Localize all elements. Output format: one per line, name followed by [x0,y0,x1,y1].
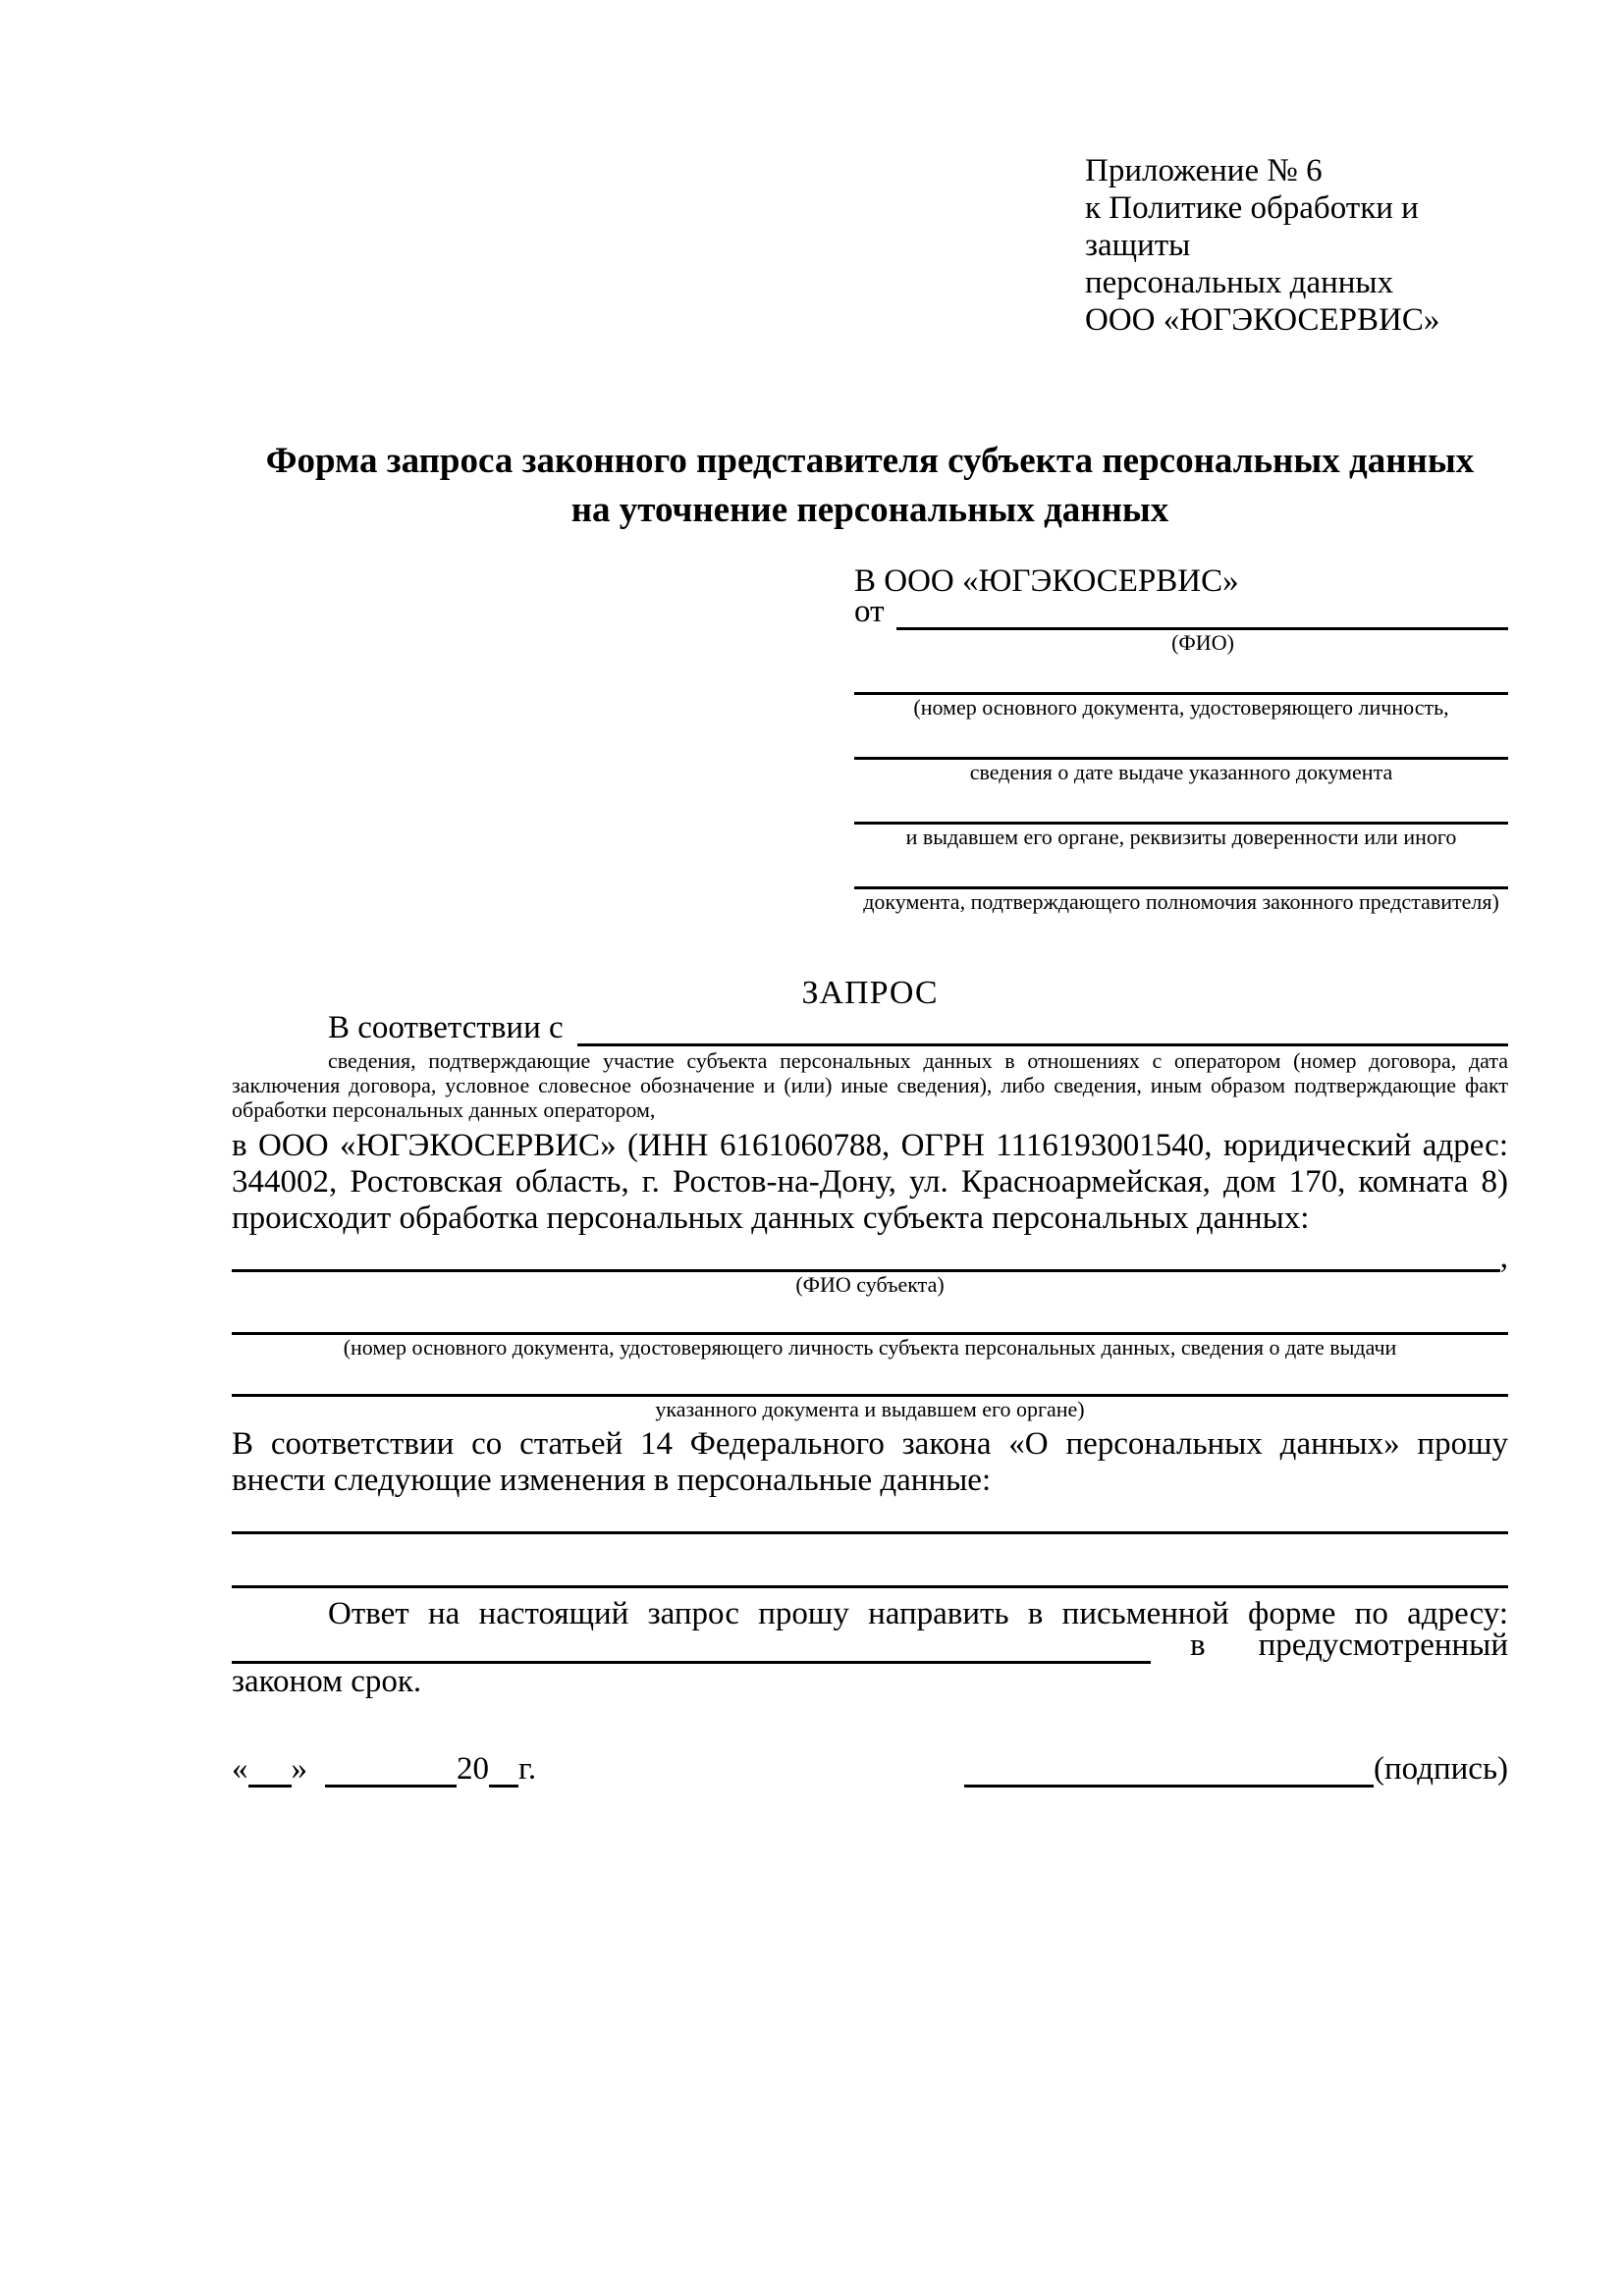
fio-input-line[interactable] [896,603,1509,630]
representative-doc-line-2[interactable] [854,721,1508,760]
from-label: от [854,594,885,629]
date-field [232,1751,536,1788]
signature-input-line[interactable] [964,1756,1374,1788]
page-title-line: Форма запроса законного представителя субъекта персональных данных [265,441,1475,481]
representative-doc-row [854,721,1508,760]
annex-line: Приложение № 6 [1085,153,1323,188]
signature-field [964,1751,1508,1788]
from-row [854,594,1508,630]
representative-doc-caption-3: и выдавшем его органе, реквизиты доверенности или иного [905,825,1457,849]
footer-row [232,1746,1508,1788]
subject-doc-input-line-1[interactable] [232,1298,1508,1335]
page-title [232,437,1508,535]
close-quote: » [291,1751,307,1787]
answer-right-word: предусмотренный [1258,1628,1508,1663]
year-suffix: г. [518,1751,537,1787]
addressee-to: В ООО «ЮГЭКОСЕРВИС» [854,563,1239,599]
annex-line: к Политике обработки и защиты [1085,190,1419,263]
subject-doc-caption-1: (номер основного документа, удостоверяющего личность субъекта персональных данных, сведения о дате выдачи [343,1335,1397,1360]
changes-input-line-2[interactable] [232,1534,1508,1588]
article-paragraph: В соответствии со статьей 14 Федерального закона «О персональных данных» прошу внести следующие изменения в персональные данные: [232,1426,1508,1498]
address-input-line[interactable] [232,1632,1151,1664]
year-input-line[interactable] [489,1758,518,1788]
year-prefix: 20 [457,1751,489,1787]
subject-doc-input-line-2[interactable] [232,1361,1508,1397]
accordance-footnote: сведения, подтверждающие участие субъекта персональных данных в отношениях с оператором (номер договора, дата заключения договора, условное словесное обозначение и (или) иные сведения), либо сведения, иным образом подтверждающие факт обработки персональных данных оператором, [232,1048,1508,1122]
annex-block [1085,0,1508,339]
operator-paragraph: в ООО «ЮГЭКОСЕРВИС» (ИНН 6161060788, ОГРН 1116193001540, юридический адрес: 344002, Ростовская область, г. Ростов-на-Дону, ул. Красноармейская, дом 170, комната 8) происходит обработка персональных данных субъекта персональных данных: [232,1128,1508,1236]
day-input-line[interactable] [248,1758,292,1788]
changes-input-line-1[interactable] [232,1499,1508,1534]
page-title-line: на уточнение персональных данных [570,490,1169,530]
subject-doc-row [232,1298,1508,1335]
representative-doc-line-4[interactable] [854,850,1508,889]
representative-doc-line-1[interactable] [854,656,1508,695]
request-heading: ЗАПРОС [801,975,939,1011]
signature-caption: (подпись) [1374,1751,1508,1787]
answer-mid-word: в [1190,1628,1206,1663]
subject-doc-row [232,1361,1508,1397]
addressee-block [854,560,1508,915]
accordance-label: В соответствии с [328,1010,564,1045]
answer-paragraph-line-3: законом срок. [232,1664,422,1699]
representative-doc-row [854,656,1508,695]
subject-fio-caption: (ФИО субъекта) [795,1272,945,1297]
representative-doc-line-3[interactable] [854,785,1508,825]
subject-doc-caption-2: указанного документа и выдавшем его органе) [655,1397,1085,1421]
subject-fio-input-line[interactable] [232,1237,1500,1272]
representative-doc-caption-4: документа, подтверждающего полномочия законного представителя) [863,889,1499,914]
representative-doc-row [854,785,1508,825]
accordance-input-line[interactable] [577,1015,1508,1046]
accordance-row [232,1010,1508,1046]
answer-paragraph-line-1: Ответ на настоящий запрос прошу направить в письменной форме по адресу: [328,1596,1508,1631]
answer-address-row [232,1628,1508,1664]
open-quote: « [232,1751,248,1787]
fio-caption: (ФИО) [1171,630,1234,655]
changes-row [232,1534,1508,1588]
subject-fio-comma: , [1499,1240,1508,1275]
representative-doc-caption-2: сведения о дате выдаче указанного документа [969,760,1393,784]
subject-fio-row [232,1237,1508,1275]
changes-row [232,1499,1508,1534]
month-input-line[interactable] [325,1758,457,1788]
annex-line: ООО «ЮГЭКОСЕРВИС» [1085,302,1440,338]
annex-line: персональных данных [1085,265,1394,300]
representative-doc-caption-1: (номер основного документа, удостоверяющего личность, [913,695,1449,720]
representative-doc-row [854,850,1508,889]
